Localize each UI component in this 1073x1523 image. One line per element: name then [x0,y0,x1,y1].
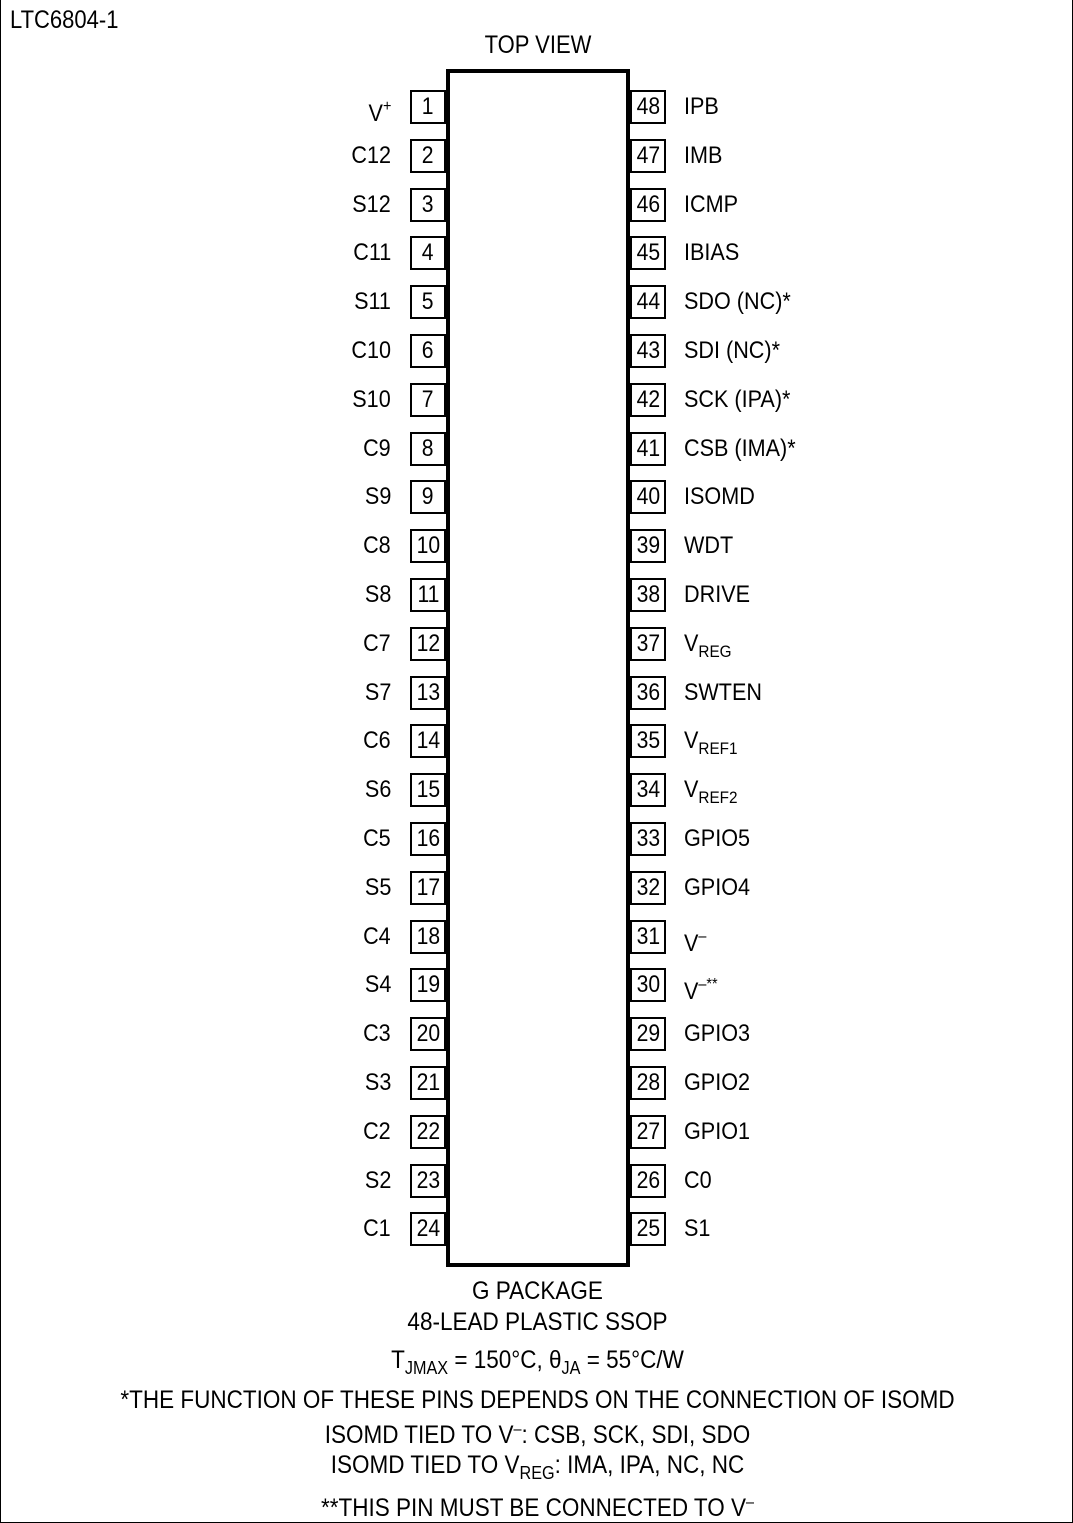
pin-name [363,1117,391,1147]
pin-name-text: C1 [363,1215,391,1243]
note3-suffix: : IMA, IPA, NC, NC [554,1451,745,1479]
pin-name [363,1019,391,1049]
pin-name-text: GPIO3 [684,1020,751,1048]
pin-name-text: S2 [364,1166,391,1194]
pin-number-box [410,968,446,1002]
pin-name [353,190,391,220]
pin-name-superscript: –** [698,976,718,994]
pin-number: 36 [636,678,660,706]
pin-name-text: S5 [364,873,391,901]
pin-number: 42 [636,385,660,413]
pin-number-box [410,90,446,124]
note-isomd-v-minus [55,1415,1021,1450]
pin-number: 46 [636,190,660,218]
pin-name-text: V [368,100,383,127]
pin-number: 19 [416,971,440,999]
pin-row-43 [630,334,1050,368]
pin-number: 4 [422,239,434,267]
pin-number: 33 [636,825,660,852]
pin-name-text: C3 [363,1020,391,1048]
note-isomd-vreg [55,1450,1021,1488]
pin-number-box [630,383,666,417]
pin-name [351,141,391,171]
pin-name [684,92,719,122]
pin-number: 1 [422,93,434,120]
pin-number: 16 [416,825,440,852]
pin-number-box [630,1212,666,1246]
pin-name [684,922,706,959]
pin-row-10 [1,529,446,563]
pin-row-5 [1,285,446,319]
pin-number-box [410,285,446,319]
pin-number: 6 [422,337,434,364]
pin-name-text: S3 [364,1069,391,1096]
note3-subscript: REG [519,1463,555,1483]
pin-number: 24 [416,1215,440,1243]
pin-row-2 [1,139,446,173]
pin-row-28 [630,1066,1050,1100]
pin-number: 13 [416,678,440,706]
pin-number-box [630,1066,666,1100]
pin-name [684,385,790,415]
pin-name-text: S8 [364,581,391,608]
pin-name [684,238,739,268]
pin-number-box [410,432,446,466]
pin-row-34 [630,773,1050,807]
pin-number: 41 [636,434,660,462]
pin-name-subscript: REF2 [698,788,738,808]
pin-name-text: C7 [363,629,391,657]
pin-number: 23 [416,1166,440,1194]
pin-name-superscript: + [382,98,391,115]
pin-number-box [410,724,446,758]
pin-row-15 [1,773,446,807]
pin-row-46 [630,188,1050,222]
note3-prefix: ISOMD TIED TO V [330,1451,520,1479]
pin-number: 31 [636,922,660,950]
pin-name-text: S7 [364,678,391,706]
pin-name [353,385,391,415]
view-label: TOP VIEW [484,31,592,59]
pin-name [684,580,750,610]
pin-number: 11 [417,581,439,608]
theta-symbol: θ [549,1346,562,1374]
pin-number-box [410,236,446,270]
pin-row-8 [1,432,446,466]
pin-name-text: C12 [351,141,391,169]
pin-name [351,336,391,366]
pin-name [354,287,391,317]
pin-row-32 [630,871,1050,905]
pin-name-text: ISOMD [684,483,755,511]
pin-number-box [410,1164,446,1198]
pin-name [363,726,391,756]
pin-name-text: C4 [363,922,391,950]
pin-name-text: SDO (NC)* [684,288,791,316]
pin-row-44 [630,285,1050,319]
pin-number: 5 [422,288,434,316]
pin-name-text: V [684,727,699,755]
pin-name-text: GPIO5 [684,825,751,852]
pin-name [684,1214,710,1244]
pin-name [363,531,391,561]
pin-number-box [410,822,446,856]
pin-number-box [410,1066,446,1100]
pin-name [684,629,732,667]
pin-number-box [630,236,666,270]
pin-number-box [410,773,446,807]
pin-number: 21 [416,1069,440,1096]
pin-row-45 [630,236,1050,270]
pin-name [684,434,796,464]
pin-number-box [630,90,666,124]
pin-name [365,970,391,1000]
pin-number-box [630,480,666,514]
pin-row-31 [630,920,1050,957]
pin-name-text: S12 [352,190,391,218]
part-number: LTC6804-1 [10,6,119,34]
pin-name-text: GPIO4 [684,873,751,901]
pin-number: 20 [416,1020,440,1048]
pin-number: 44 [636,288,660,316]
pin-row-26 [630,1164,1050,1198]
pin-number: 40 [636,483,660,511]
pin-row-22 [1,1115,446,1149]
pin-row-16 [1,822,446,856]
pin-name [684,775,738,813]
pin-number: 26 [636,1166,660,1194]
pin-number: 7 [422,385,434,413]
pin-number: 38 [636,581,660,608]
pin-name [365,1068,391,1098]
pin-number: 48 [636,93,660,120]
pin-number-box [630,432,666,466]
pin-row-47 [630,139,1050,173]
pin-number-box [410,578,446,612]
pin-number-box [410,676,446,710]
pin-number: 45 [636,239,660,267]
pin-row-12 [1,627,446,661]
pin-number: 28 [636,1069,660,1096]
pin-number: 25 [636,1215,660,1243]
pin-number: 15 [416,776,440,804]
pin-name-text: S1 [684,1215,711,1243]
pin-number: 34 [636,776,660,804]
pin-name-superscript: – [698,927,707,945]
pin-name-text: V [684,629,699,657]
pin-name-subscript: REF1 [698,739,738,759]
pin-row-35 [630,724,1050,758]
pin-name-text: C8 [363,532,391,560]
pin-name [684,287,791,317]
pin-row-40 [630,480,1050,514]
pin-row-27 [630,1115,1050,1149]
note4-prefix: **THIS PIN MUST BE CONNECTED TO V [320,1494,747,1522]
tj-subscript: JMAX [404,1358,449,1378]
pin-number-box [630,822,666,856]
pin-name [365,1166,391,1196]
pin-row-7 [1,383,446,417]
pin-name [684,873,750,903]
pin-name [365,678,391,708]
note2-prefix: ISOMD TIED TO V [324,1421,514,1449]
pin-name-text: S9 [364,483,391,511]
pin-number-box [630,773,666,807]
pin-number: 3 [422,190,434,218]
pin-number-box [410,1017,446,1051]
pin-row-9 [1,480,446,514]
package-description: 48-LEAD PLASTIC SSOP [407,1308,668,1336]
pin-name-text: V [684,929,699,957]
pin-name [363,922,391,952]
pin-row-42 [630,383,1050,417]
pin-number-box [630,968,666,1002]
pin-number-box [410,1115,446,1149]
pin-number-box [410,920,446,954]
pin-row-24 [1,1212,446,1246]
pin-name-text: S11 [354,288,391,316]
pin-row-1 [1,90,446,127]
pin-number-box [630,676,666,710]
pin-row-13 [1,676,446,710]
pin-row-48 [630,90,1050,124]
pin-row-21 [1,1066,446,1100]
pin-name [684,531,733,561]
chip-body [446,69,630,1267]
pin-row-3 [1,188,446,222]
tj-value: = 150°C, [448,1346,550,1374]
pin-number-box [410,529,446,563]
pin-number: 2 [422,141,434,169]
pin-name-text: CSB (IMA)* [684,434,796,462]
pin-row-17 [1,871,446,905]
pin-name [684,1019,750,1049]
pin-number-box [410,871,446,905]
pin-name [684,1068,750,1098]
pin-row-4 [1,236,446,270]
theta-subscript: JA [561,1358,581,1378]
pin-number: 17 [416,873,440,901]
note2-suffix: : CSB, SCK, SDI, SDO [521,1421,751,1449]
pin-number-box [630,139,666,173]
pin-number: 18 [416,922,440,950]
pin-row-41 [630,432,1050,466]
pin-name-subscript: REG [698,641,732,661]
pin-name [368,92,391,129]
note2-superscript: – [513,1421,522,1438]
pin-name-text: IPB [684,93,719,120]
pin-number: 8 [422,434,434,462]
pin-name [363,1214,391,1244]
pin-name-text: S10 [352,385,391,413]
pin-row-37 [630,627,1050,661]
pin-name-text: GPIO2 [684,1069,751,1096]
pin-name-text: C0 [684,1166,712,1194]
pin-name [363,434,391,464]
pin-number: 35 [636,727,660,755]
pin-number: 22 [416,1117,440,1145]
pin-number-box [630,334,666,368]
pin-row-11 [1,578,446,612]
pin-number-box [410,627,446,661]
pin-number: 27 [636,1117,660,1145]
pin-number-box [630,529,666,563]
pin-name-text: WDT [684,532,734,560]
package-type: G PACKAGE [472,1277,603,1305]
pin-number: 12 [416,629,440,657]
pin-number: 43 [636,337,660,364]
pin-name [684,482,755,512]
pin-name [363,824,391,854]
pin-name [684,824,750,854]
pin-name [684,678,762,708]
pin-name-text: C11 [352,239,391,267]
pin-name-text: IBIAS [684,239,740,267]
pin-name-text: C5 [363,825,391,852]
pin-name [365,482,391,512]
pin-name [684,970,718,1007]
pin-name [684,1117,750,1147]
pin-row-25 [630,1212,1050,1246]
pin-number-box [410,139,446,173]
pin-number: 30 [636,971,660,999]
pin-name-text: S4 [364,971,391,999]
pin-number-box [630,1115,666,1149]
pin-number: 39 [636,532,660,560]
pin-name [365,873,391,903]
pin-number-box [630,724,666,758]
pin-number-box [410,334,446,368]
pin-name [684,190,738,220]
pin-number: 14 [416,727,440,755]
pin-name [684,141,722,171]
pin-name-text: C9 [363,434,391,462]
pin-number: 37 [636,629,660,657]
package-notes [1,1276,1073,1523]
pin-name-text: IMB [684,141,723,169]
pin-name-text: GPIO1 [684,1117,751,1145]
pin-name-text: ICMP [684,190,738,218]
note4-superscript: – [746,1494,755,1511]
pin-number-box [410,188,446,222]
note-isomd-function: *THE FUNCTION OF THESE PINS DEPENDS ON THE CONNECTION OF ISOMD [120,1386,955,1414]
pin-number: 47 [636,141,660,169]
pin-row-30 [630,968,1050,1006]
pin-row-6 [1,334,446,368]
note-pin-connection [55,1488,1021,1523]
pin-name-text: SDI (NC)* [684,337,781,364]
pin-name [684,726,738,764]
pin-number-box [630,627,666,661]
pin-name [684,336,780,366]
pin-name-text: C6 [363,727,391,755]
pin-name-text: C10 [351,337,391,364]
pin-number-box [630,1164,666,1198]
pin-row-20 [1,1017,446,1051]
pin-name-text: S6 [364,776,391,804]
pin-row-14 [1,724,446,758]
pin-number-box [630,285,666,319]
tj-symbol: T [391,1346,405,1374]
pin-number: 9 [422,483,434,511]
pin-row-29 [630,1017,1050,1051]
pin-name-text: DRIVE [684,581,751,608]
pin-number-box [630,1017,666,1051]
pin-row-36 [630,676,1050,710]
pin-number-box [410,1212,446,1246]
pin-number: 32 [636,873,660,901]
pin-name [365,580,391,610]
thermal-spec [55,1344,1021,1385]
pin-number-box [630,578,666,612]
pin-row-23 [1,1164,446,1198]
pin-number-box [630,871,666,905]
pin-row-38 [630,578,1050,612]
pin-number-box [410,480,446,514]
pin-name [365,775,391,805]
pin-name-text: V [684,776,699,804]
pin-number-box [410,383,446,417]
pin-name-text: V [684,978,699,1006]
pin-name [363,629,391,659]
pin-number-box [630,920,666,954]
pin-number: 10 [416,532,440,560]
pin-row-33 [630,822,1050,856]
pin-name-text: SWTEN [684,678,763,706]
pin-number-box [630,188,666,222]
pin-number: 29 [636,1020,660,1048]
pin-row-19 [1,968,446,1002]
pin-row-18 [1,920,446,954]
theta-value: = 55°C/W [580,1346,684,1374]
pin-row-39 [630,529,1050,563]
pin-name [353,238,391,268]
pin-name [684,1166,712,1196]
pin-name-text: C2 [363,1117,391,1145]
pin-name-text: SCK (IPA)* [684,385,791,413]
